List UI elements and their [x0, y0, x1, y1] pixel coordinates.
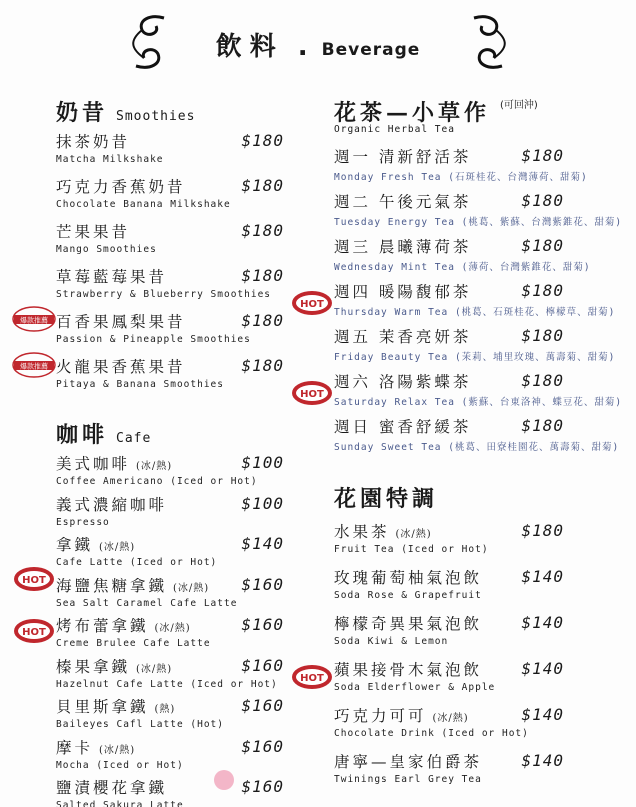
price: $180 — [521, 281, 564, 300]
price: $180 — [241, 131, 284, 150]
menu-item: 週一 清新舒活茶 $180 Monday Fresh Tea (石斑桂花、台灣薄荷、甜菊) — [334, 146, 588, 183]
smoothies-title-zh: 奶昔 — [56, 100, 109, 126]
menu-item: 巧克力香蕉奶昔 $180 Chocolate Banana Milkshake — [56, 176, 284, 210]
menu-item: 週六 洛陽紫蝶茶 $180 Saturday Relax Tea (紫蘇、台東洛神、蝶豆花、甜菊) — [334, 371, 623, 408]
hot-badge-icon — [12, 618, 56, 644]
hot-badge-icon — [290, 290, 334, 316]
left-column — [56, 96, 292, 807]
price: $180 — [241, 311, 284, 330]
title-en: Beverage — [321, 40, 421, 60]
herbal-title-zh: 花茶—小草作 — [334, 100, 491, 126]
herbal-note: (可回沖) — [500, 100, 538, 111]
smoothies-title-en: Smoothies — [116, 109, 196, 124]
menu-item: 抹茶奶昔 $180 Matcha Milkshake — [56, 131, 284, 165]
menu-item: 貝里斯拿鐵 (熱) $160 Baileyes Cafl Latte (Hot) — [56, 696, 284, 730]
herbal-title-en: Organic Herbal Tea — [334, 124, 455, 135]
price: $180 — [521, 236, 564, 255]
price: $180 — [241, 356, 284, 375]
menu-item: 草莓藍莓果昔 $180 Strawberry & Blueberry Smoothies — [56, 266, 284, 300]
price: $180 — [241, 176, 284, 195]
price: $140 — [521, 613, 564, 632]
price: $180 — [241, 221, 284, 240]
menu-item: 烤布蕾拿鐵 (冰/熱) $160 Creme Brulee Cafe Latte — [56, 615, 284, 649]
price: $140 — [521, 751, 564, 770]
svg-text:HOT: HOT — [300, 389, 324, 400]
price: $160 — [241, 615, 284, 634]
price: $180 — [521, 146, 564, 165]
recommend-badge-icon — [12, 306, 56, 332]
cafe-title-en: Cafe — [116, 431, 152, 446]
menu-item: 巧克力可可 (冰/熱) $140 Chocolate Drink (Iced or Hot) — [334, 705, 564, 739]
menu-item: 玫瑰葡萄柚氣泡飲 $140 Soda Rose & Grapefruit — [334, 567, 564, 601]
menu-item: 週日 蜜香舒緩茶 $180 Sunday Sweet Tea (桃葛、田寮桂園花、萬壽菊、甜菊) — [334, 416, 620, 453]
garden-title-zh: 花園特調 — [334, 486, 439, 512]
right-column — [334, 96, 624, 796]
herbal-heading — [334, 96, 624, 130]
menu-item: 摩卡 (冰/熱) $160 Mocha (Iced or Hot) — [56, 736, 284, 771]
price: $180 — [521, 326, 564, 345]
svg-text:爆款推薦: 爆款推薦 — [20, 316, 48, 325]
title-dot: . — [297, 32, 308, 62]
svg-text:爆款推薦: 爆款推薦 — [20, 362, 48, 371]
menu-item: 百香果鳳梨果昔 $180 Passion & Pineapple Smoothies — [56, 311, 284, 345]
swirl-ornament-right-icon — [458, 12, 518, 72]
recommend-badge-icon — [12, 352, 56, 378]
menu-item: 蘋果接骨木氣泡飲 $140 Soda Elderflower & Apple — [334, 659, 564, 693]
menu-item: 鹽漬櫻花拿鐵 $160 Salted Sakura Latte — [56, 777, 284, 807]
price: $160 — [241, 574, 284, 594]
price: $160 — [241, 736, 284, 756]
price: $180 — [241, 266, 284, 285]
price: $100 — [241, 493, 284, 513]
menu-item: 美式咖啡 (冰/熱) $100 Coffee Americano (Iced or Hot) — [56, 453, 284, 487]
hot-badge-icon — [290, 664, 334, 690]
price: $140 — [521, 567, 564, 586]
svg-text:HOT: HOT — [22, 627, 46, 638]
cafe-heading — [56, 418, 292, 452]
hot-badge-icon — [12, 566, 56, 592]
menu-item: 義式濃縮咖啡 $100 Espresso — [56, 493, 284, 528]
price: $100 — [241, 453, 284, 472]
menu-item: 週五 茉香亮妍茶 $180 Friday Beauty Tea (茉莉、埔里玫瑰、萬壽菊、甜菊) — [334, 326, 616, 363]
menu-title — [0, 26, 636, 63]
price: $140 — [521, 705, 564, 724]
price: $180 — [521, 191, 564, 210]
menu-item: 火龍果香蕉果昔 $180 Pitaya & Banana Smoothies — [56, 356, 284, 390]
smoothies-heading — [56, 96, 292, 130]
menu-item: 週四 暖陽馥郁茶 $180 Thursday Warm Tea (桃葛、石斑桂花、檸檬草、甜菊) — [334, 281, 616, 318]
menu-item: 週二 午後元氣茶 $180 Tuesday Energy Tea (桃葛、紫蘇、台灣紫錐花、甜菊) — [334, 191, 623, 228]
price: $160 — [241, 655, 284, 675]
menu-item: 拿鐵 (冰/熱) $140 Cafe Latte (Iced or Hot) — [56, 534, 284, 568]
menu-item: 週三 晨曦薄荷茶 $180 Wednesday Mint Tea (薄荷、台灣紫錐花、甜菊) — [334, 236, 591, 273]
garden-heading — [334, 482, 624, 516]
price: $180 — [521, 371, 564, 390]
price: $180 — [521, 521, 564, 540]
title-zh: 飲料 — [215, 32, 284, 62]
menu-item: 海鹽焦糖拿鐵 (冰/熱) $160 Sea Salt Caramel Cafe Latte — [56, 574, 284, 609]
menu-item: 檸檬奇異果氣泡飲 $140 Soda Kiwi & Lemon — [334, 613, 564, 647]
menu-item: 芒果果昔 $180 Mango Smoothies — [56, 221, 284, 255]
menu-item: 水果茶 (冰/熱) $180 Fruit Tea (Iced or Hot) — [334, 521, 564, 555]
menu-item: 唐寧—皇家伯爵茶 $140 Twinings Earl Grey Tea — [334, 751, 564, 785]
price: $180 — [521, 416, 564, 435]
hot-badge-icon — [290, 380, 334, 406]
price: $140 — [241, 534, 284, 553]
svg-text:HOT: HOT — [300, 673, 324, 684]
price: $140 — [521, 659, 564, 678]
price: $160 — [241, 696, 284, 715]
sakura-flower-icon — [214, 770, 234, 790]
menu-header — [0, 12, 636, 72]
svg-text:HOT: HOT — [300, 299, 324, 310]
menu-item: 榛果拿鐵 (冰/熱) $160 Hazelnut Cafe Latte (Iced or Hot) — [56, 655, 284, 690]
cafe-title-zh: 咖啡 — [56, 422, 109, 448]
svg-text:HOT: HOT — [22, 575, 46, 586]
price: $160 — [241, 777, 284, 796]
